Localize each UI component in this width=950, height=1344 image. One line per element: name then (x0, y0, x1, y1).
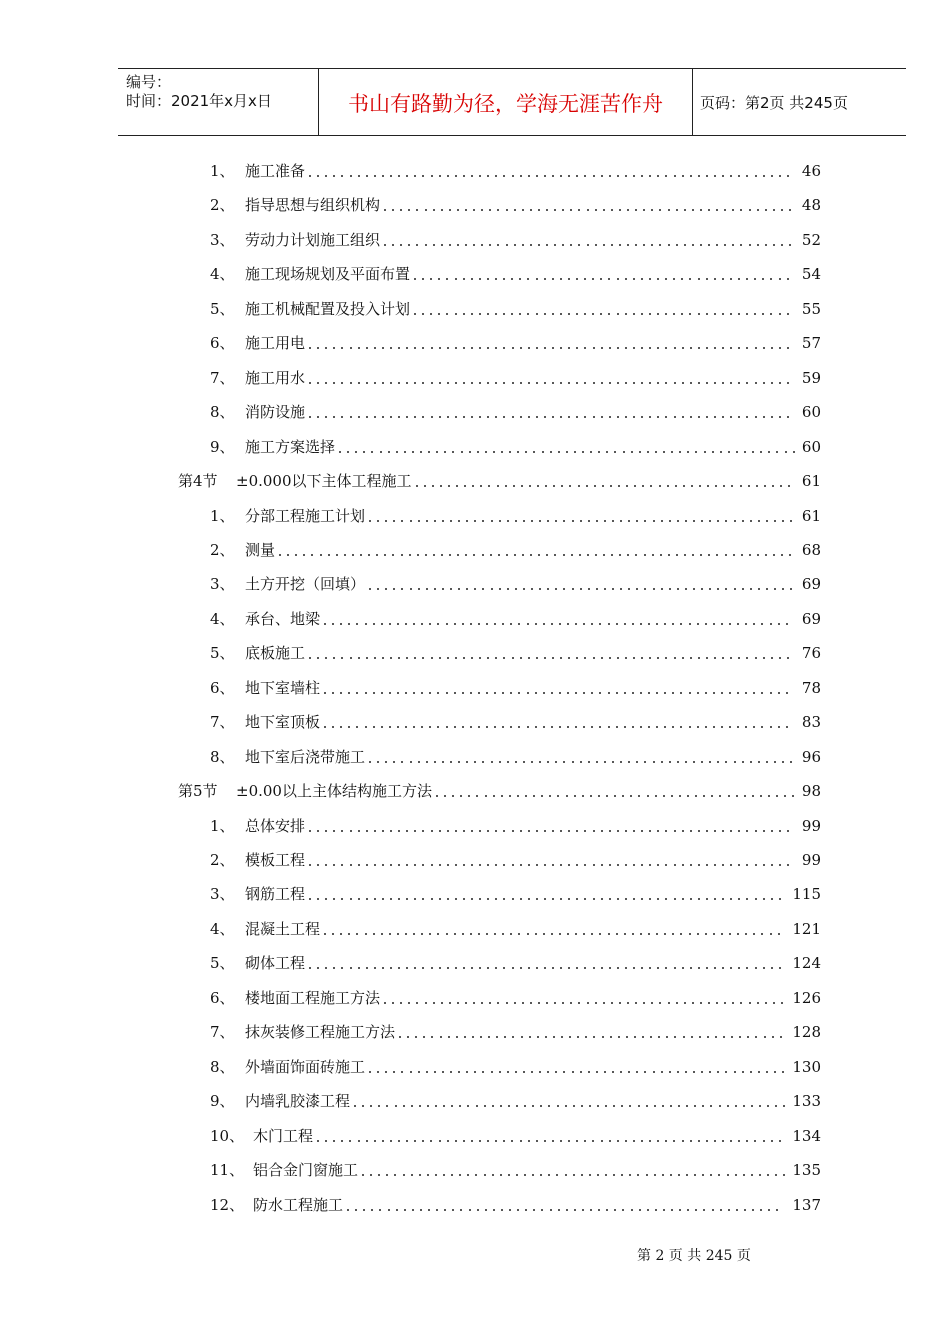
toc-entry-number: 8、 (210, 747, 235, 766)
toc-entry-number: 1、 (210, 816, 235, 835)
toc-entry-title: 模板工程 (245, 851, 306, 869)
toc-entry-title: 施工用水 (245, 368, 306, 387)
toc-entry-page: 115 (792, 885, 821, 904)
toc-dot-leader (307, 326, 800, 360)
toc-entry-page: 98 (801, 782, 821, 801)
header-meta-cell (118, 69, 318, 135)
toc-dot-leader (360, 1153, 790, 1187)
toc-entry-title: ±0.00以上主体结构施工方法 (236, 782, 432, 801)
toc-dot-leader (367, 499, 800, 533)
toc-entry-title: 施工现场规划及平面布置 (245, 265, 411, 284)
header-page-cell (692, 69, 906, 135)
toc-dot-leader (345, 1188, 790, 1222)
toc-entry[interactable] (0, 257, 950, 291)
toc-entry-number: 8、 (210, 403, 235, 422)
toc-entry-number: 5、 (210, 954, 235, 973)
toc-entry[interactable] (0, 1050, 950, 1084)
toc-dot-leader (307, 946, 790, 980)
toc-entry-title: 防水工程施工 (253, 1195, 344, 1214)
toc-entry-number: 2、 (210, 540, 235, 559)
toc-entry-page: 60 (801, 437, 821, 456)
toc-entry-page: 96 (801, 747, 821, 766)
toc-entry-number: 3、 (210, 885, 235, 904)
toc-dot-leader (307, 361, 800, 395)
toc-entry-title: 楼地面工程施工方法 (245, 988, 381, 1007)
toc-entry-title: 承台、地梁 (245, 609, 321, 628)
toc-entry-title: 地下室墙柱 (245, 678, 321, 697)
toc-dot-leader (412, 292, 800, 326)
toc-dot-leader (277, 533, 800, 567)
toc-section-entry[interactable] (0, 774, 950, 808)
toc-dot-leader (315, 1119, 790, 1153)
toc-entry-page: 55 (801, 299, 821, 318)
toc-entry-number: 6、 (210, 988, 235, 1007)
toc-entry[interactable] (0, 671, 950, 705)
toc-entry[interactable] (0, 292, 950, 326)
toc-entry-page: 54 (801, 265, 821, 284)
toc-entry-number: 4、 (210, 609, 235, 628)
header-motto-cell (318, 69, 693, 135)
toc-entry-page: 130 (792, 1057, 821, 1076)
toc-entry-page: 69 (801, 575, 821, 594)
toc-entry-title: 木门工程 (253, 1126, 314, 1145)
time-label: 时间：2021年x月x日 (126, 92, 272, 110)
toc-entry-title: 施工用电 (245, 334, 306, 353)
toc-entry[interactable] (0, 602, 950, 636)
toc-entry-page: 59 (801, 368, 821, 387)
toc-entry-page: 83 (801, 713, 821, 732)
toc-entry-title: ±0.000以下主体工程施工 (236, 472, 412, 491)
toc-entry[interactable] (0, 946, 950, 980)
toc-entry-number: 4、 (210, 265, 235, 284)
toc-entry-title: 混凝土工程 (245, 919, 321, 938)
toc-entry[interactable] (0, 877, 950, 911)
toc-dot-leader (307, 636, 800, 670)
toc-entry[interactable] (0, 533, 950, 567)
toc-entry-title: 铝合金门窗施工 (253, 1161, 359, 1180)
toc-entry-page: 134 (792, 1126, 821, 1145)
toc-entry-title: 消防设施 (245, 403, 306, 422)
toc-entry-number: 9、 (210, 1092, 235, 1111)
page-footer (0, 1246, 950, 1266)
toc-entry-page: 52 (801, 230, 821, 249)
toc-entry-title: 外墙面饰面砖施工 (245, 1057, 366, 1076)
toc-entry-number: 3、 (210, 575, 235, 594)
toc-entry[interactable] (0, 430, 950, 464)
toc-entry-page: 124 (792, 954, 821, 973)
toc-entry-title: 测量 (245, 540, 276, 559)
toc-entry-title: 施工准备 (245, 162, 306, 180)
toc-entry[interactable] (0, 188, 950, 222)
toc-entry-page: 76 (801, 644, 821, 663)
toc-entry-number: 7、 (210, 368, 235, 387)
toc-entry-title: 土方开挖（回填） (245, 575, 366, 594)
toc-entry-number: 1、 (210, 506, 235, 525)
toc-entry[interactable] (0, 154, 950, 188)
toc-entry[interactable] (0, 361, 950, 395)
toc-dot-leader (434, 774, 800, 808)
toc-entry-title: 砌体工程 (245, 954, 306, 973)
toc-entry-number: 4、 (210, 919, 235, 938)
toc-entry-number: 6、 (210, 678, 235, 697)
toc-dot-leader (322, 912, 790, 946)
toc-entry[interactable] (0, 1015, 950, 1049)
doc-number-label: 编号： (126, 73, 172, 91)
toc-entry-number: 5、 (210, 644, 235, 663)
toc-entry-number: 第4节 (178, 472, 218, 491)
toc-entry[interactable] (0, 395, 950, 429)
toc-entry-page: 46 (801, 162, 821, 180)
toc-entry-page: 99 (801, 816, 821, 835)
toc-entry[interactable] (0, 912, 950, 946)
toc-dot-leader (352, 1084, 790, 1118)
toc-entry[interactable] (0, 1153, 950, 1187)
toc-dot-leader (307, 154, 800, 188)
toc-dot-leader (382, 223, 800, 257)
toc-entry-page: 128 (792, 1023, 821, 1042)
toc-dot-leader (322, 602, 800, 636)
toc-entry[interactable] (0, 223, 950, 257)
toc-entry[interactable] (0, 705, 950, 739)
toc-entry-number: 7、 (210, 713, 235, 732)
toc-entry[interactable] (0, 809, 950, 843)
toc-entry-page: 61 (801, 472, 821, 491)
toc-entry[interactable] (0, 1188, 950, 1222)
motto-text: 书山有路勤为径，学海无涯苦作舟 (348, 92, 663, 116)
toc-entry[interactable] (0, 1084, 950, 1118)
toc-dot-leader (382, 188, 800, 222)
header-page-info: 页码：第2页 共245页 (700, 94, 848, 112)
toc-entry-page: 99 (801, 851, 821, 869)
toc-entry-title: 指导思想与组织机构 (245, 196, 381, 215)
toc-dot-leader (367, 567, 800, 601)
toc-entry-title: 劳动力计划施工组织 (245, 230, 381, 249)
toc-entry-number: 6、 (210, 334, 235, 353)
toc-dot-leader (307, 843, 800, 877)
toc-dot-leader (322, 671, 800, 705)
toc-entry-title: 钢筋工程 (245, 885, 306, 904)
toc-entry-page: 126 (792, 988, 821, 1007)
toc-entry-title: 施工方案选择 (245, 437, 336, 456)
toc-entry-title: 分部工程施工计划 (245, 506, 366, 525)
toc-entry-title: 地下室后浇带施工 (245, 747, 366, 766)
toc-entry-page: 135 (792, 1161, 821, 1180)
toc-entry-number: 7、 (210, 1023, 235, 1042)
toc-entry[interactable] (0, 981, 950, 1015)
toc-dot-leader (322, 705, 800, 739)
toc-entry-page: 60 (801, 403, 821, 422)
toc-entry-number: 11、 (210, 1161, 245, 1180)
toc-entry[interactable] (0, 567, 950, 601)
toc-entry[interactable] (0, 499, 950, 533)
toc-dot-leader (414, 464, 800, 498)
toc-entry-page: 133 (792, 1092, 821, 1111)
toc-entry-number: 5、 (210, 299, 235, 318)
toc-entry-number: 10、 (210, 1126, 245, 1145)
toc-dot-leader (367, 740, 800, 774)
toc-entry-number: 1、 (210, 162, 235, 180)
toc-entry-number: 12、 (210, 1195, 245, 1214)
toc-entry-number: 3、 (210, 230, 235, 249)
toc-entry-title: 施工机械配置及投入计划 (245, 299, 411, 318)
toc-entry[interactable] (0, 843, 950, 877)
toc-entry-number: 2、 (210, 851, 235, 869)
toc-entry-page: 121 (792, 919, 821, 938)
toc-entry-number: 8、 (210, 1057, 235, 1076)
toc-dot-leader (337, 430, 800, 464)
footer-page-number: 第 2 页 共 245 页 (637, 1248, 751, 1264)
toc-entry[interactable] (0, 636, 950, 670)
toc-dot-leader (307, 877, 790, 911)
toc-dot-leader (307, 809, 800, 843)
toc-entry-page: 68 (801, 540, 821, 559)
toc-dot-leader (307, 395, 800, 429)
toc-entry-number: 9、 (210, 437, 235, 456)
toc-entry-title: 内墙乳胶漆工程 (245, 1092, 351, 1111)
toc-entry-title: 抹灰装修工程施工方法 (245, 1023, 396, 1042)
page-header (118, 68, 906, 136)
toc-entry-title: 总体安排 (245, 816, 306, 835)
toc-section-entry[interactable] (0, 464, 950, 498)
toc-entry-title: 地下室顶板 (245, 713, 321, 732)
toc-dot-leader (367, 1050, 790, 1084)
toc-dot-leader (412, 257, 800, 291)
toc-dot-leader (382, 981, 790, 1015)
toc-entry-page: 137 (792, 1195, 821, 1214)
toc-dot-leader (397, 1015, 790, 1049)
toc-entry-page: 48 (801, 196, 821, 215)
toc-entry[interactable] (0, 326, 950, 360)
toc-entry-page: 57 (801, 334, 821, 353)
toc-entry-page: 69 (801, 609, 821, 628)
toc-entry-number: 2、 (210, 196, 235, 215)
toc-entry-number: 第5节 (178, 782, 218, 801)
toc-entry-title: 底板施工 (245, 644, 306, 663)
toc-entry-page: 61 (801, 506, 821, 525)
toc-entry[interactable] (0, 740, 950, 774)
toc-entry-page: 78 (801, 678, 821, 697)
toc-entry[interactable] (0, 1119, 950, 1153)
